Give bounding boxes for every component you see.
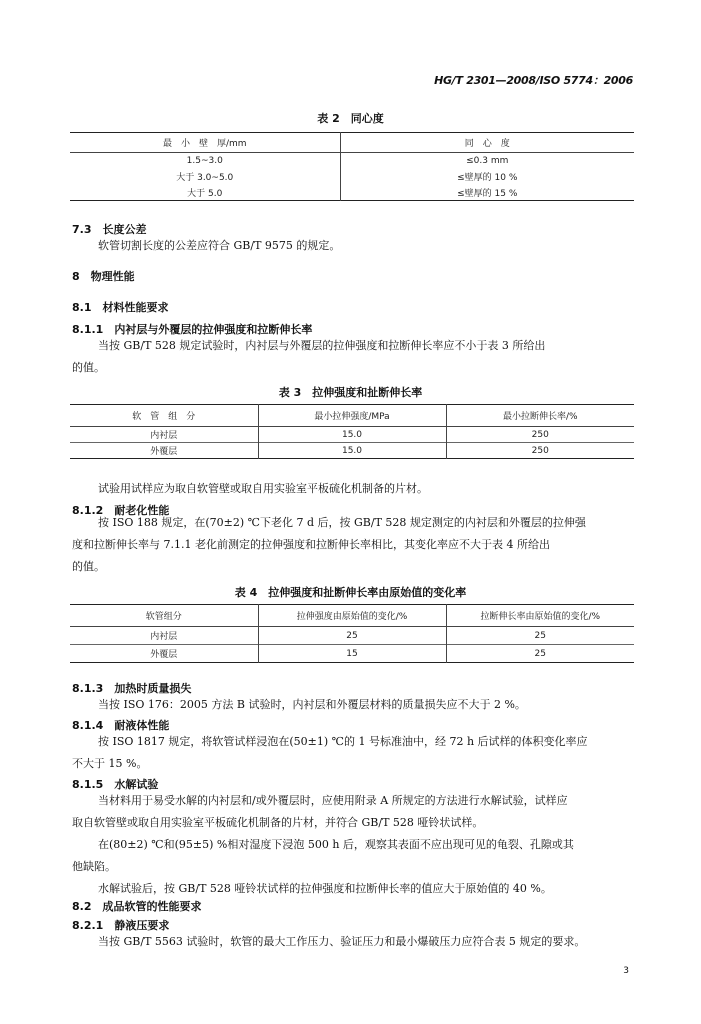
table-row [70,427,634,443]
table3-col-component: 软 管 组 分 [132,412,196,422]
table-cell: 250 [446,443,634,459]
section-8-1-2-heading: 8.1.2 耐老化性能 [72,504,170,517]
table-cell: 外覆层 [70,443,258,459]
table-cell: 内衬层 [150,632,178,642]
paragraph-line: 取自软管壁或取自用实验室平板硫化机制备的片材，并符合 GB/T 528 哑铃状试样。 [72,816,484,829]
table-cell: ≤壁厚的 10 % [340,169,634,185]
table-cell: ≤壁厚的 15 % [340,185,634,201]
paragraph-line: 不大于 15 %。 [72,757,148,770]
page-number: 3 [623,966,629,976]
table3-note [98,478,638,500]
paragraph-line: 的值。 [72,560,105,573]
table-cell: 1.5~3.0 [186,155,223,166]
section-8-1-3-heading: 8.1.3 加热时质量损失 [72,682,192,695]
table-row [70,627,634,645]
table-cell: 大于 5.0 [187,188,223,199]
table-row [70,185,634,201]
paragraph-line: 按 ISO 188 规定，在(70±2) ℃下老化 7 d 后，按 GB/T 528 规定测定的内衬层和外覆层的拉伸强 [98,516,586,529]
table3-col-tensile: 最小拉伸强度/MPa [258,405,446,427]
table2-col-concentricity: 同 心 度 [340,133,634,153]
section-8-1-2-text [72,512,642,578]
table3-caption: 表 3 拉伸强度和扯断伸长率 [278,386,423,399]
table-cell: 25 [446,627,634,645]
table-cell: 内衬层 [150,431,178,441]
table-cell: 大于 3.0~5.0 [176,173,234,183]
paragraph-line: 当按 GB/T 5563 试验时，软管的最大工作压力、验证压力和最小爆破压力应符合表 5 规定的要求。 [98,935,586,948]
paragraph-line: 水解试验后，按 GB/T 528 哑铃状试样的拉伸强度和拉断伸长率的值应大于原始值的 40 %。 [98,882,552,895]
table-cell: 15 [258,645,446,663]
table3-col-elongation: 最小拉断伸长率/% [446,405,634,427]
section-8-1-3-text [98,694,643,716]
paragraph-line: 当材料用于易受水解的内衬层和/或外覆层时，应使用附录 A 所规定的方法进行水解试验，试样应 [98,794,568,807]
paragraph-line: 在(80±2) ℃和(95±5) %相对湿度下浸泡 500 h 后，观察其表面不应出现可见的龟裂、孔隙或其 [98,838,574,851]
table-row [70,443,634,459]
table-cell: 15.0 [258,427,446,443]
table-row [70,153,634,169]
section-8-1-5-heading: 8.1.5 水解试验 [72,778,159,791]
paragraph-line: 的值。 [72,361,105,374]
section-8-1-4-text [72,731,642,775]
section-8-1-4-heading: 8.1.4 耐液体性能 [72,719,170,732]
paragraph-line: 当按 GB/T 528 规定试验时，内衬层与外覆层的拉伸强度和拉断伸长率应不小于表 3 所给出 [98,339,546,352]
table4-col-tensile-change: 拉伸强度由原始值的变化/% [258,605,446,627]
table4-caption: 表 4 拉伸强度和扯断伸长率由原始值的变化率 [234,586,467,599]
table-row [70,645,634,663]
table4 [70,604,634,663]
table-row [70,169,634,185]
paragraph-line: 试验用试样应为取自软管壁或取自用实验室平板硫化机制备的片材。 [98,482,428,495]
table2-caption: 表 2 同心度 [317,112,384,125]
section-8-1-1-heading: 8.1.1 内衬层与外覆层的拉伸强度和拉断伸长率 [72,323,313,336]
table2-header-row [70,133,634,153]
section-8-1-heading: 8.1 材料性能要求 [72,301,169,314]
section-7-3-heading: 7.3 长度公差 [72,223,147,236]
section-8-2-1-heading: 8.2.1 静液压要求 [72,919,170,932]
table4-header-row [70,605,634,627]
table3 [70,404,634,459]
standard-code-header: HG/T 2301—2008/ISO 5774：2006 [434,74,633,87]
table4-col-elongation-change: 拉断伸长率由原始值的变化/% [446,605,634,627]
section-8-2-heading: 8.2 成品软管的性能要求 [72,900,202,913]
paragraph-line: 他缺陷。 [72,860,116,873]
table2 [70,132,634,201]
table3-header-row [70,405,634,427]
paragraph-line: 度和拉断伸长率与 7.1.1 老化前测定的拉伸强度和拉断伸长率相比，其变化率应不大于表 4 所给出 [72,538,550,551]
table2-col-thickness: 最 小 壁 厚/mm [162,139,247,149]
table-cell: 外覆层 [70,645,258,663]
section-8-2-1-text [98,931,643,953]
table4-col-component: 软管组分 [145,612,182,622]
table-cell: 25 [258,627,446,645]
table-cell: 25 [446,645,634,663]
section-7-3-text [98,235,638,257]
table-cell: 15.0 [258,443,446,459]
section-8-1-5-text [72,790,642,900]
section-8-1-1-text [72,335,642,379]
table-cell: ≤0.3 mm [340,153,634,169]
table-cell: 250 [446,427,634,443]
paragraph-line: 按 ISO 1817 规定，将软管试样浸泡在(50±1) ℃的 1 号标准油中，经 72 h 后试样的体积变化率应 [98,735,588,748]
section-8-heading: 8 物理性能 [72,270,135,283]
paragraph-line: 当按 ISO 176：2005 方法 B 试验时，内衬层和外覆层材料的质量损失应不大于 2 %。 [98,698,526,711]
paragraph-line: 软管切割长度的公差应符合 GB/T 9575 的规定。 [98,239,341,252]
